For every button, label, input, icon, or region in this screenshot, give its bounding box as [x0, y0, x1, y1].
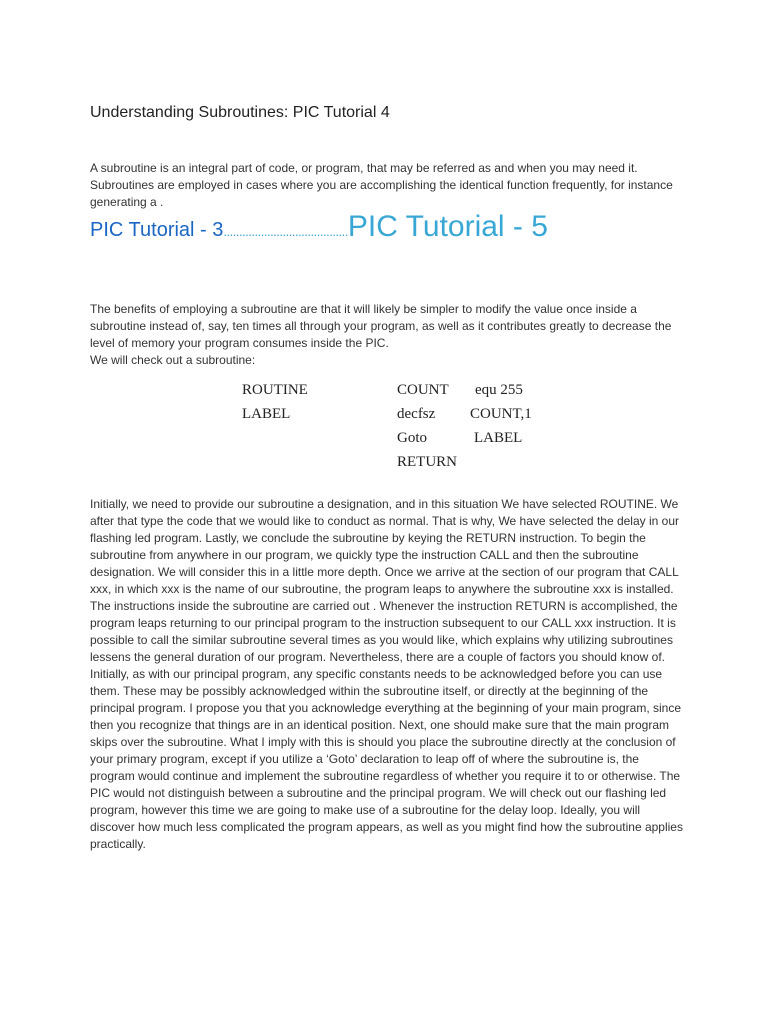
page-title: Understanding Subroutines: PIC Tutorial 4	[90, 104, 390, 121]
body-paragraph: Initially, we need to provide our subroutine a designation, and in this situation We have selected ROUTINE. We after that type the code that we would like to conduct as normal. That is why, We have selected the delay in our flashing led program. Lastly, we conclude the subroutine by keying the RETURN instruction. To begin the subroutine from anywhere in our program, we quickly type the instruction CALL and then the subroutine designation. We will consider this in a little more depth. Once we arrive at the section of our program that CALL xxx, in which xxx is the name of our subroutine, the program leaps to anywhere the subroutine xxx is installed. The instructions inside the subroutine are carried out . Whenever the instruction RETURN is accomplished, the program leaps returning to our principal program to the instruction subsequent to our CALL xxx instruction. It is possible to call the similar subroutine several times as you would like, which explains why utilizing subroutines lessens the general duration of our program. Nevertheless, there are a couple of factors you should know of. Initially, as with our principal program, any specific constants needs to be acknowledged before you can use them. These may be possibly acknowledged within the subroutine itself, or directly at the beginning of the principal program. I propose you that you acknowledge everything at the beginning of your main program, since then you recognize that things are in an identical position. Next, one should make sure that the main program skips over the subroutine. What I imply with this is should you place the subroutine directly at the conclusion of your primary program, except if you utilize a ‘Goto’ declaration to leap off of where the subroutine is, the program would continue and implement the subroutine regardless of whether you require it to or otherwise. The PIC would not distinguish between a subroutine and the principal program. We will check out our flashing led program, however this time we are going to make use of a subroutine for the delay loop. Ideally, you will discover how much less complicated the program appears, as well as you might find how the subroutine applies practically.	[90, 497, 683, 851]
intro-paragraph: A subroutine is an integral part of code, or program, that may be referred as and when you may need it. Subroutines are employed in cases where you are accomplishing the identical function frequently, for instance generating a .	[90, 161, 673, 209]
benefits-text: The benefits of employing a subroutine are that it will likely be simpler to modify the value once inside a subroutine instead of, say, ten times all through your program, as well as it contributes greatly to decrease the level of memory your program consumes inside the PIC.	[90, 302, 672, 350]
code-equ-value: equ 255	[475, 382, 523, 398]
check-subroutine-line: We will check out a subroutine:	[90, 353, 256, 367]
next-tutorial-link[interactable]: PIC Tutorial - 5	[347, 210, 548, 243]
code-label-label: LABEL	[242, 406, 291, 422]
code-goto-instruction: Goto	[397, 430, 427, 446]
nav-dots-separator: ........................................	[223, 224, 348, 239]
benefits-paragraph	[90, 301, 682, 369]
code-decfsz-instruction: decfsz	[397, 406, 436, 422]
code-routine-label: ROUTINE	[242, 382, 308, 398]
subroutine-code-figure	[242, 382, 542, 477]
code-label-operand: LABEL	[474, 430, 523, 446]
code-count-operand: COUNT,1	[470, 406, 532, 422]
code-count-label: COUNT	[397, 382, 449, 398]
prev-tutorial-link[interactable]: PIC Tutorial - 3	[90, 219, 224, 241]
tutorial-navigation	[90, 210, 682, 249]
code-return-instruction: RETURN	[397, 454, 457, 470]
